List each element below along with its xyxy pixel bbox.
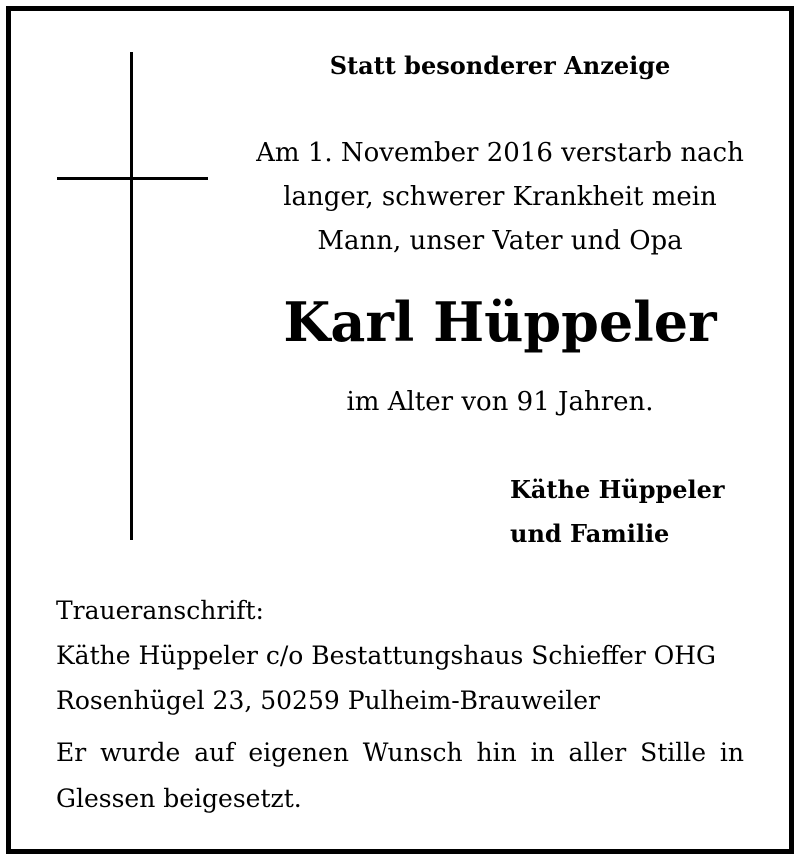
deceased-age: im Alter von 91 Jahren. [346,387,654,417]
announcement-line: Mann, unser Vater und Opa [317,226,683,256]
burial-note [56,730,744,822]
mourning-address-label: Traueranschrift: [56,596,264,625]
signature-line: und Familie [510,519,670,548]
cross-horizontal-bar [57,177,208,180]
cross-vertical-bar [130,52,133,540]
burial-note-line: Er wurde auf eigenen Wunsch hin in aller Stille in [56,738,744,767]
mourning-address-line: Rosenhügel 23, 50259 Pulheim-Brauweiler [56,686,600,715]
deceased-name: Karl Hüppeler [283,290,717,354]
notice-heading: Statt besonderer Anzeige [329,51,671,80]
signature-line: Käthe Hüppeler [510,475,725,504]
announcement-line: langer, schwerer Krankheit mein [283,182,717,212]
signature-block [510,468,725,556]
mourning-address [56,588,716,723]
burial-note-line: Glessen beigesetzt. [56,784,302,813]
announcement-line: Am 1. November 2016 verstarb nach [256,138,744,168]
mourning-address-line: Käthe Hüppeler c/o Bestattungshaus Schieffer OHG [56,641,716,670]
announcement-text [250,131,750,263]
